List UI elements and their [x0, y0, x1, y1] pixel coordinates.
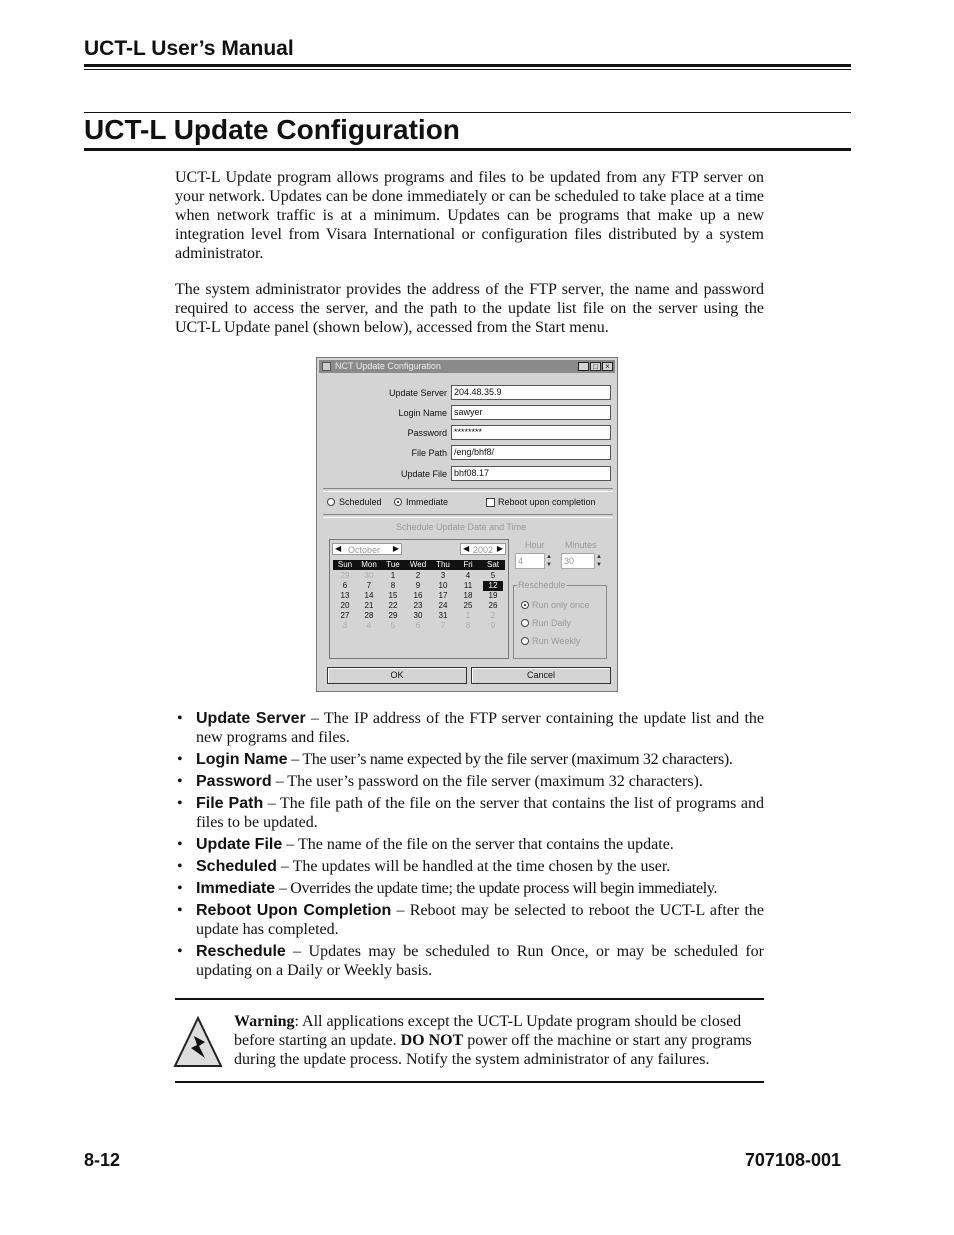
calendar-day[interactable]: 8	[465, 621, 471, 630]
bullet-text: – Overrides the update time; the update process will begin immediately.	[275, 880, 718, 897]
field-row-file-path	[317, 445, 617, 461]
password-input[interactable]: ********	[451, 425, 611, 440]
bullet-text: – The file path of the file on the server that contains the list of programs and files to be updated.	[196, 795, 765, 831]
bullet-text: – The name of the file on the server that contains the update.	[282, 836, 674, 853]
calendar-day[interactable]: 23	[413, 601, 423, 610]
warning-emphasis: DO NOT	[400, 1032, 464, 1049]
run-daily-radio[interactable]	[521, 619, 529, 627]
calendar-day[interactable]: 3	[440, 571, 446, 580]
next-month-icon[interactable]: ▶	[392, 544, 399, 553]
cancel-button[interactable]: Cancel	[471, 667, 611, 684]
separator	[323, 488, 613, 492]
field-row-update-file	[317, 466, 617, 482]
warning-text	[234, 1012, 764, 1069]
header-rule-thin	[84, 69, 851, 70]
dow-label: Sun	[337, 560, 353, 569]
dow-label: Tue	[386, 560, 400, 569]
calendar-day[interactable]: 11	[463, 581, 473, 590]
dow-label: Fri	[463, 560, 473, 569]
prev-year-icon[interactable]: ◀	[463, 544, 470, 553]
minimize-button[interactable]: _	[578, 362, 589, 371]
minutes-spinner[interactable]: 30	[561, 553, 595, 569]
prev-month-icon[interactable]: ◀	[335, 544, 342, 553]
calendar-day[interactable]: 19	[488, 591, 498, 600]
calendar-day[interactable]: 4	[465, 571, 471, 580]
next-year-icon[interactable]: ▶	[496, 544, 503, 553]
calendar-day[interactable]: 15	[388, 591, 398, 600]
ok-button[interactable]: OK	[327, 667, 467, 684]
bullet-term: Update File	[196, 836, 283, 853]
hour-label: Hour	[525, 540, 545, 550]
calendar-day[interactable]: 1	[465, 611, 471, 620]
bullet-text: – The IP address of the FTP server containing the update list and the new programs and files.	[196, 710, 764, 746]
calendar-day[interactable]: 30	[364, 571, 374, 580]
calendar-day[interactable]: 14	[364, 591, 374, 600]
calendar-day[interactable]: 27	[340, 611, 350, 620]
hour-spinner-arrows[interactable]: ▲ ▼	[546, 554, 552, 568]
dow-label: Wed	[409, 560, 427, 569]
dow-label: Sat	[486, 560, 499, 569]
file-path-input[interactable]: /eng/bhf8/	[451, 445, 611, 460]
run-weekly-radio[interactable]	[521, 637, 529, 645]
schedule-title: Schedule Update Date and Time	[396, 522, 527, 532]
calendar-day[interactable]: 9	[415, 581, 421, 590]
file-path-label: File Path	[411, 448, 447, 458]
year-label: 2002	[473, 545, 494, 555]
list-item	[175, 794, 764, 832]
calendar-day[interactable]: 21	[364, 601, 374, 610]
app-icon	[322, 362, 331, 371]
bullet-text: – Reboot may be selected to reboot the UCT-L after the update has completed.	[196, 902, 765, 938]
immediate-label[interactable]: Immediate	[406, 497, 449, 507]
calendar-day[interactable]: 26	[488, 601, 498, 610]
field-row-update-server	[317, 385, 617, 401]
list-item	[175, 750, 764, 769]
bullet-term: Login Name	[196, 751, 288, 768]
section-title: UCT-L Update Configuration	[84, 114, 460, 145]
list-item	[175, 709, 764, 747]
calendar-day[interactable]: 4	[366, 621, 372, 630]
calendar	[329, 539, 509, 659]
run-once-label[interactable]: Run only once	[532, 600, 590, 610]
dialog-titlebar[interactable]	[319, 360, 615, 373]
bullet-term: Scheduled	[196, 858, 277, 875]
calendar-day[interactable]: 29	[388, 611, 398, 620]
manual-title: UCT-L User’s Manual	[84, 37, 294, 60]
intro-paragraph-1: UCT-L Update program allows programs and files to be updated from any FTP server on your network. Updates can be done immediately or can be scheduled to take place at a time when network traffic is at a minimum. Updates can be programs that make up a new integration level from Visara International or configuration files distributed by a system administrator.	[175, 169, 764, 262]
warning-rule-top	[175, 998, 764, 1000]
immediate-radio[interactable]	[394, 498, 402, 506]
calendar-day[interactable]: 30	[413, 611, 423, 620]
calendar-day[interactable]: 17	[438, 591, 448, 600]
calendar-day[interactable]: 6	[415, 621, 421, 630]
month-label: October	[348, 545, 381, 555]
calendar-day[interactable]: 12	[483, 581, 503, 591]
run-once-radio[interactable]	[521, 601, 529, 609]
header-rule	[84, 64, 851, 67]
bullet-text: – The updates will be handled at the time chosen by the user.	[276, 858, 671, 875]
separator	[323, 514, 613, 518]
scheduled-label[interactable]: Scheduled	[339, 497, 382, 507]
days-of-week	[333, 560, 505, 570]
update-file-label: Update File	[400, 469, 447, 479]
run-weekly-label[interactable]: Run Weekly	[532, 636, 581, 646]
warning-text-part2: power off the machine or start any programs during the update process. Notify the system administrator of any failures.	[234, 1032, 752, 1068]
intro-paragraph-2: The system administrator provides the address of the FTP server, the name and password required to access the server, and the path to the update list file on the server using the UCT-L Update panel (shown below), accessed from the Start menu.	[175, 281, 764, 336]
bullet-text: – The user’s name expected by the file server (maximum 32 characters).	[287, 751, 733, 768]
bullet-term: Reschedule	[196, 943, 286, 960]
dow-label: Mon	[361, 560, 377, 569]
login-name-input[interactable]: sawyer	[451, 405, 611, 420]
list-item	[175, 942, 764, 980]
calendar-day[interactable]: 18	[463, 591, 473, 600]
document-number: 707108-001	[744, 1150, 841, 1170]
warning-label: Warning	[234, 1013, 295, 1030]
calendar-day[interactable]: 9	[490, 621, 496, 630]
calendar-day[interactable]: 28	[364, 611, 374, 620]
page-number: 8-12	[84, 1150, 121, 1170]
calendar-day[interactable]: 5	[490, 571, 496, 580]
calendar-day[interactable]: 13	[340, 591, 350, 600]
section-rule-bottom	[84, 148, 851, 151]
maximize-button[interactable]: □	[590, 362, 601, 371]
minutes-label: Minutes	[565, 540, 597, 550]
dow-label: Thu	[436, 560, 450, 569]
bullet-term: Reboot Upon Completion	[196, 902, 392, 919]
bullet-term: Update Server	[196, 710, 306, 727]
password-label: Password	[407, 428, 447, 438]
month-selector[interactable]	[332, 543, 402, 555]
calendar-day[interactable]: 10	[438, 581, 448, 590]
list-item	[175, 857, 764, 876]
calendar-day[interactable]: 7	[440, 621, 446, 630]
list-item	[175, 772, 764, 791]
calendar-day[interactable]: 1	[390, 571, 396, 580]
scheduled-radio[interactable]	[327, 498, 335, 506]
field-row-password	[317, 425, 617, 441]
calendar-day[interactable]: 8	[390, 581, 396, 590]
reschedule-label: Reschedule	[518, 580, 566, 590]
update-server-label: Update Server	[388, 388, 447, 398]
update-server-input[interactable]: 204.48.35.9	[451, 385, 611, 400]
update-config-dialog	[316, 357, 618, 692]
warning-lightning-icon	[172, 1014, 224, 1070]
section-rule-top	[84, 112, 851, 113]
list-item	[175, 835, 764, 854]
bullet-text: – Updates may be scheduled to Run Once, or may be scheduled for updating on a Daily or Weekly basis.	[196, 943, 764, 979]
calendar-day[interactable]: 25	[463, 601, 473, 610]
calendar-day[interactable]: 3	[342, 621, 348, 630]
warning-text-part1: : All applications except the UCT-L Update program should be closed before starting an update.	[234, 1013, 742, 1049]
calendar-day[interactable]: 31	[438, 611, 448, 620]
run-daily-label[interactable]: Run Daily	[532, 618, 572, 628]
list-item	[175, 901, 764, 939]
field-descriptions	[175, 709, 764, 983]
login-name-label: Login Name	[398, 408, 447, 418]
bullet-term: Password	[196, 773, 272, 790]
field-row-login-name	[317, 405, 617, 421]
bullet-term: File Path	[196, 795, 264, 812]
reboot-label[interactable]: Reboot upon completion	[498, 497, 596, 507]
reboot-checkbox[interactable]	[486, 498, 495, 507]
year-selector[interactable]	[460, 543, 506, 555]
warning-rule-bottom	[175, 1081, 764, 1083]
calendar-day[interactable]: 20	[340, 601, 350, 610]
dialog-title: NCT Update Configuration	[335, 361, 441, 371]
calendar-day[interactable]: 2	[490, 611, 496, 620]
close-button[interactable]: ×	[602, 362, 613, 371]
hour-spinner[interactable]: 4	[515, 553, 545, 569]
bullet-text: – The user’s password on the file server (maximum 32 characters).	[271, 773, 703, 790]
update-file-input[interactable]: bhf08.17	[451, 466, 611, 481]
calendar-day[interactable]: 7	[366, 581, 372, 590]
list-item	[175, 879, 764, 898]
calendar-day[interactable]: 6	[342, 581, 348, 590]
calendar-day[interactable]: 22	[388, 601, 398, 610]
calendar-day[interactable]: 16	[413, 591, 423, 600]
calendar-day[interactable]: 29	[340, 571, 350, 580]
bullet-term: Immediate	[196, 880, 276, 897]
calendar-day[interactable]: 5	[390, 621, 396, 630]
calendar-day[interactable]: 2	[415, 571, 421, 580]
minutes-spinner-arrows[interactable]: ▲ ▼	[596, 554, 602, 568]
calendar-day[interactable]: 24	[438, 601, 448, 610]
